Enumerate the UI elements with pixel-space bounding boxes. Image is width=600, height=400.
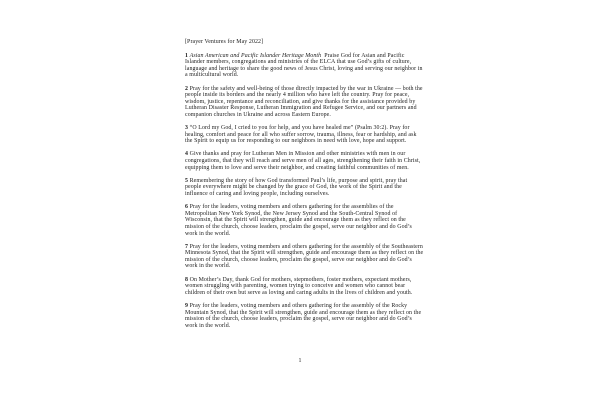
paragraph: 4 Give thanks and pray for Lutheran Men in Mission and other ministries with men in our congregations, that they will reach and serve men of all ages, strengthening their faith in Christ, equipping them to love and serve their neighbor, and creating faithful communities of men. [185,151,421,171]
paragraph-number: 4 [185,151,189,158]
paragraph: 9 Pray for the leaders, voting members and others gathering for the assembly of the Rocky Mountain Synod, that the Spirit will strengthen, guide and encourage them as they reflect on the mission of the church, choose leaders, proclaim the gospel, serve our neighbor and do God’s work in the world. [185,302,422,329]
page-number-footer: 1 [298,358,302,364]
paragraph: 5 Remembering the story of how God transformed Paul’s life, purpose and spirit, pray that people everywhere might be changed by the grace of God, the work of the Spirit and the influence of caring and loving people, including ourselves. [185,177,408,197]
paragraph-list [185,53,425,330]
paragraph: 3 “O Lord my God, I cried to you for help, and you have healed me” (Psalm 30:2). Pray for healing, comfort and peace for all who suffer sorrow, trauma, illness, fear or hardship, and ask the Spirit to equip us for responding to our neighbors in need with love, hope and support. [185,125,417,145]
paragraph: 8 On Mother’s Day, thank God for mothers, stepmothers, foster mothers, expectant mothers, women struggling with parenting, women trying to conceive and women who cannot bear children of their own but serve as loving and caring adults in the lives of children and youth. [185,276,413,296]
paragraph-number: 8 [185,276,189,283]
paragraph-number: 2 [185,85,189,92]
paragraph-number: 7 [185,243,189,250]
paragraph-number: 1 [185,52,189,59]
document-body [185,39,425,336]
paragraph-number: 3 [185,125,189,132]
paragraph-number: 6 [185,204,189,211]
paragraph-italic-lead: Asian American and Pacific Islander Heritage Month [189,52,322,59]
paragraph-number: 5 [185,177,189,184]
paragraph: 7 Pray for the leaders, voting members and others gathering for the assembly of the Southeastern Minnesota Synod, that the Spirit will strengthen, guide and encourage them as they reflect on the mission of the church, choose leaders, proclaim the gospel, serve our neighbor and do God’s work in the world. [185,243,424,270]
paragraph: 6 Pray for the leaders, voting members and others gathering for the assemblies of the Metropolitan New York Synod, the New Jersey Synod and the South-Central Synod of Wisconsin, that the Spirit will strengthen, guide and encourage them as they reflect on the mission of the church, choose leaders, proclaim the gospel, serve our neighbor and do God’s work in the world. [185,204,412,237]
paragraph: 1 Asian American and Pacific Islander Heritage Month Praise God for Asian and Pacific Islander members, congregations and ministries of the ELCA that use God’s gifts of culture, language and heritage to share the good news of Jesus Christ, loving and serving our neighbor in a multicultural world. [185,52,423,79]
paragraph: 2 Pray for the safety and well-being of those directly impacted by the war in Ukraine — both the people inside its borders and the nearly 4 million who have left the country. Pray for peace, wisdom, justice, repentance and reconciliation, and give thanks for the assistance provided by Lutheran Disaster Response, Lutheran Immigration and Refugee Service, and our partners and companion churches in Ukraine and across Eastern Europe. [185,85,423,118]
paragraph-number: 9 [185,302,189,309]
document-title: [Prayer Ventures for May 2022] [185,39,264,45]
